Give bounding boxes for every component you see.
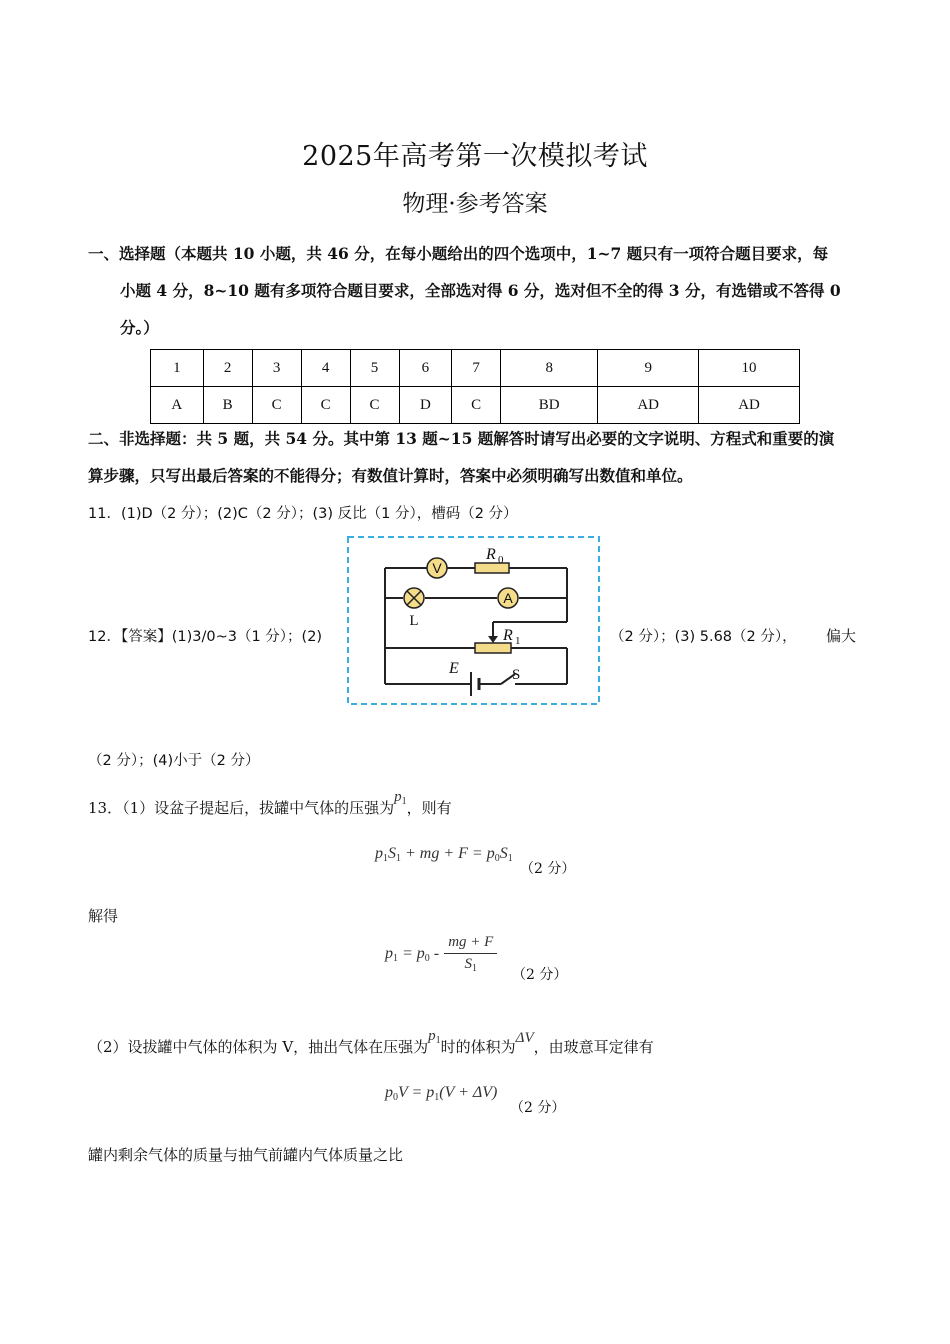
table-cell: 9: [598, 350, 699, 387]
table-cell: BD: [501, 387, 598, 424]
table-cell: 7: [452, 350, 501, 387]
q13-intro-end: ，则有: [406, 799, 452, 817]
equation-1: $p_1S_1$ + mg + $F = p_0S_1$: [375, 845, 513, 864]
q11-answer: 11．(1)D（2 分）；(2)C（2 分）；(3) 反比（1 分），槽码（2 分）: [88, 506, 518, 522]
eq3-points: （2 分）: [510, 1100, 566, 1116]
table-cell: 8: [501, 350, 598, 387]
section1-line2: 小题 4 分，8~10 题有多项符合题目要求，全部选对得 6 分，选对但不全的得 3 分，有选错或不答得 0: [120, 281, 841, 300]
table-cell: C: [301, 387, 350, 424]
equation-2: $p_1 = p_0$ - $\frac{mg + F}{S_1}$: [385, 934, 497, 974]
circuit-diagram: [347, 536, 601, 706]
r0-label: R: [486, 546, 496, 563]
question-number-row: [151, 350, 800, 387]
table-cell: 6: [399, 350, 452, 387]
p1-symbol: $p_1$: [394, 789, 407, 807]
table-cell: D: [399, 387, 452, 424]
section1-line1: 一、选择题（本题共 10 小题，共 46 分，在每小题给出的四个选项中，1~7 题只有一项符合题目要求，每: [88, 244, 829, 263]
page-subtitle: 物理·参考答案: [402, 191, 548, 217]
table-cell: C: [252, 387, 301, 424]
table-cell: 5: [350, 350, 399, 387]
table-cell: 2: [203, 350, 252, 387]
table-cell: 3: [252, 350, 301, 387]
q13-part2-c: ，由玻意耳定律有: [533, 1038, 654, 1056]
answer-table: [150, 349, 800, 424]
switch-label: S: [512, 667, 521, 683]
answer-row: [151, 387, 800, 424]
table-cell: 1: [151, 350, 204, 387]
q12-prefix: 12．【答案】(1)3/0~3（1 分）；(2): [88, 629, 323, 645]
section2-line1: 二、非选择题：共 5 题，共 54 分。其中第 13 题~15 题解答时请写出必要的文字说明、方程式和重要的演: [88, 429, 835, 448]
q13-part2-a: （2）设拔罐中气体的体积为 V，抽出气体在压强为: [88, 1038, 429, 1056]
table-cell: AD: [699, 387, 800, 424]
q12-suffix: （2 分）；(3) 5.68（2 分），: [610, 629, 797, 645]
q13-final: 罐内剩余气体的质量与抽气前罐内气体质量之比: [88, 1146, 404, 1164]
table-cell: A: [151, 387, 204, 424]
section1-line3: 分。）: [120, 318, 159, 337]
r1-label: R: [503, 627, 513, 644]
table-cell: B: [203, 387, 252, 424]
table-cell: C: [452, 387, 501, 424]
voltmeter-label: V: [432, 560, 442, 576]
r1-subscript: 1: [515, 635, 521, 647]
delta-v-symbol: ΔV: [515, 1030, 534, 1046]
solve-label: 解得: [88, 907, 119, 925]
battery-label: E: [449, 660, 459, 677]
rheostat-r1-icon: [475, 643, 511, 653]
lamp-label: L: [409, 613, 419, 629]
table-cell: 4: [301, 350, 350, 387]
table-cell: AD: [598, 387, 699, 424]
resistor-r0-icon: [475, 563, 509, 573]
p1-symbol: $p_1$: [428, 1028, 441, 1046]
page-title: 2025年高考第一次模拟考试: [302, 141, 648, 172]
q12-suffix-b: 偏大: [826, 627, 857, 645]
q12-line2: （2 分）；(4)小于（2 分）: [88, 753, 260, 769]
eq2-points: （2 分）: [512, 967, 568, 983]
equation-3: $p_0V = p_1(V + \Delta V)$: [385, 1084, 498, 1103]
q13-part2-b: 时的体积为: [440, 1038, 516, 1056]
table-cell: C: [350, 387, 399, 424]
q13-part2: [88, 1028, 654, 1058]
slider-arrow-icon: [488, 636, 498, 643]
table-cell: 10: [699, 350, 800, 387]
q13-intro: [88, 789, 452, 819]
ammeter-label: A: [503, 590, 513, 606]
q13-intro-text: 13．（1）设盆子提起后，拔罐中气体的压强为: [88, 799, 395, 817]
r0-subscript: 0: [498, 554, 504, 566]
eq1-points: （2 分）: [520, 861, 576, 877]
section2-line2: 算步骤，只写出最后答案的不能得分；有数值计算时，答案中必须明确写出数值和单位。: [88, 466, 693, 485]
